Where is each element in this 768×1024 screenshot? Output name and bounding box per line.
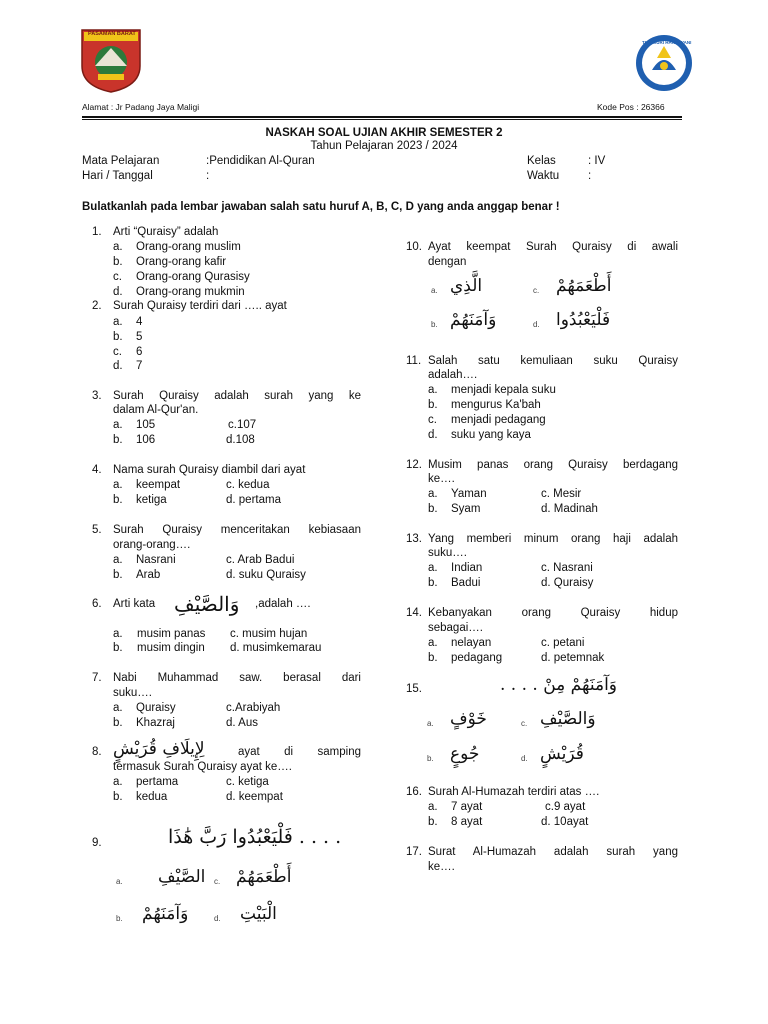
header-divider-top — [82, 116, 682, 118]
q2-option-b: 5 — [136, 331, 143, 343]
q10-option-b-letter: b. — [431, 320, 438, 329]
q10-number: 10. — [406, 241, 422, 253]
q7-text-line1: Nabi Muhammad saw. berasal dari — [113, 672, 361, 684]
q9-option-c-letter: c. — [214, 877, 221, 886]
q10-option-d: فَلْيَعْبُدُوا — [556, 310, 611, 330]
q12-option-d: d. Madinah — [541, 503, 598, 515]
q5-option-c: c. Arab Badui — [226, 554, 295, 566]
q6-option-b: musim dingin — [137, 642, 205, 654]
q10-option-c-letter: c. — [533, 286, 540, 295]
time-label: Waktu — [527, 170, 560, 182]
q16-option-c: c.9 ayat — [545, 801, 586, 813]
q10-option-b: وَآمَنَهُمْ — [450, 310, 497, 330]
q7-option-c: c.Arabiyah — [226, 702, 281, 714]
subject-value: :Pendidikan Al-Quran — [206, 155, 315, 167]
q3-number: 3. — [92, 390, 102, 402]
q11-text-line2: adalah…. — [428, 369, 478, 381]
q2-number: 2. — [92, 300, 102, 312]
q8-option-b: kedua — [136, 791, 168, 803]
q2-option-a-letter: a. — [113, 316, 123, 328]
q16-option-b-letter: b. — [428, 816, 438, 828]
q7-option-d: d. Aus — [226, 717, 258, 729]
q6-option-c: c. musim hujan — [230, 628, 308, 640]
q2-option-a: 4 — [136, 316, 143, 328]
q11-number: 11. — [406, 355, 422, 367]
q9-option-b-letter: b. — [116, 914, 123, 923]
q11-option-b-letter: b. — [428, 399, 438, 411]
q1-option-d: Orang-orang mukmin — [136, 286, 245, 298]
q16-text: Surah Al-Humazah terdiri atas …. — [428, 786, 600, 798]
q7-number: 7. — [92, 672, 102, 684]
q8-number: 8. — [92, 746, 102, 758]
q11-option-b: mengurus Ka'bah — [451, 399, 541, 411]
q3-option-d: d.108 — [226, 434, 255, 446]
q5-number: 5. — [92, 524, 102, 536]
q1-option-c: Orang-orang Qurasisy — [136, 271, 250, 283]
q13-option-a: Indian — [451, 562, 483, 574]
q12-text-line1: Musim panas orang Quraisy berdagang — [428, 459, 678, 471]
q12-text-line2: ke…. — [428, 473, 455, 485]
q9-option-c: أَطْعَمَهُمْ — [236, 867, 292, 887]
pasaman-barat-logo — [78, 26, 144, 94]
q10-option-a: الَّذِي — [450, 276, 483, 296]
q11-option-d-letter: d. — [428, 429, 438, 441]
q15-option-d-letter: d. — [521, 754, 528, 763]
q15-number: 15. — [406, 683, 422, 695]
q3-option-a: 105 — [136, 419, 156, 431]
q3-option-a-letter: a. — [113, 419, 123, 431]
q5-option-b-letter: b. — [113, 569, 123, 581]
q1-number: 1. — [92, 226, 102, 238]
exam-title: NASKAH SOAL UJIAN AKHIR SEMESTER 2 — [265, 127, 503, 139]
q8-option-b-letter: b. — [113, 791, 123, 803]
q15-option-a: خَوْفٍ — [450, 709, 487, 729]
instruction: Bulatkanlah pada lembar jawaban salah satu huruf A, B, C, D yang anda anggap benar ! — [82, 201, 560, 213]
q7-option-a: Quraisy — [136, 702, 176, 714]
q15-arabic-verse: وَآمَنَهُمْ مِنْ . . . . — [500, 675, 617, 695]
q3-option-c: c.107 — [228, 419, 257, 431]
q4-option-c: c. kedua — [226, 479, 270, 491]
q14-text-line2: sebagai…. — [428, 622, 483, 634]
date-value: : — [206, 170, 210, 182]
q5-option-d: d. suku Quraisy — [226, 569, 306, 581]
q1-option-b-letter: b. — [113, 256, 123, 268]
class-label: Kelas — [527, 155, 556, 167]
class-value: : IV — [588, 155, 606, 167]
q2-option-c-letter: c. — [113, 346, 122, 358]
q13-option-a-letter: a. — [428, 562, 438, 574]
q7-option-a-letter: a. — [113, 702, 123, 714]
q16-option-a-letter: a. — [428, 801, 438, 813]
q2-option-b-letter: b. — [113, 331, 123, 343]
q7-text-line2: suku…. — [113, 687, 152, 699]
q13-option-b-letter: b. — [428, 577, 438, 589]
q4-text: Nama surah Quraisy diambil dari ayat — [113, 464, 306, 476]
time-value: : — [588, 170, 592, 182]
q3-option-b-letter: b. — [113, 434, 123, 446]
q12-option-a-letter: a. — [428, 488, 438, 500]
q10-option-a-letter: a. — [431, 286, 438, 295]
q6-text-after: ,adalah …. — [255, 598, 311, 610]
q1-option-a: Orang-orang muslim — [136, 241, 241, 253]
q8-text-line2: termasuk Surah Quraisy ayat ke…. — [113, 761, 292, 773]
q2-text: Surah Quraisy terdiri dari ….. ayat — [113, 300, 287, 312]
q6-option-d: d. musimkemarau — [230, 642, 322, 654]
q1-text: Arti “Quraisy” adalah — [113, 226, 219, 238]
q2-option-d: 7 — [136, 360, 143, 372]
subject-label: Mata Pelajaran — [82, 155, 160, 167]
header-divider-bottom — [82, 119, 682, 120]
logo-left-text: PASAMAN BARAT — [88, 31, 136, 37]
q14-option-c: c. petani — [541, 637, 585, 649]
q5-text-line2: orang-orang…. — [113, 539, 191, 551]
q3-option-b: 106 — [136, 434, 156, 446]
q11-option-c: menjadi pedagang — [451, 414, 546, 426]
q15-option-a-letter: a. — [427, 719, 434, 728]
q16-number: 16. — [406, 786, 422, 798]
q9-option-a: الصَّيْفِ — [158, 867, 206, 887]
q12-option-b: Syam — [451, 503, 481, 515]
q11-option-a: menjadi kepala suku — [451, 384, 556, 396]
q13-text-line1: Yang memberi minum orang haji adalah — [428, 533, 678, 545]
q10-text-line1: Ayat keempat Surah Quraisy di awali — [428, 241, 678, 253]
q5-option-a-letter: a. — [113, 554, 123, 566]
q3-text-line1: Surah Quraisy adalah surah yang ke — [113, 390, 361, 402]
q5-text-line1: Surah Quraisy menceritakan kebiasaan — [113, 524, 361, 536]
q6-option-a: musim panas — [137, 628, 206, 640]
q14-option-b-letter: b. — [428, 652, 438, 664]
q11-text-line1: Salah satu kemuliaan suku Quraisy — [428, 355, 678, 367]
q15-option-c: وَالصَّيْفِ — [540, 709, 596, 729]
q8-option-c: c. ketiga — [226, 776, 269, 788]
q6-option-b-letter: b. — [113, 642, 123, 654]
q15-option-b: جُوعٍ — [450, 744, 480, 764]
q12-option-b-letter: b. — [428, 503, 438, 515]
q14-number: 14. — [406, 607, 422, 619]
q11-option-c-letter: c. — [428, 414, 437, 426]
q8-option-d: d. keempat — [226, 791, 283, 803]
q15-option-c-letter: c. — [521, 719, 528, 728]
q14-option-a-letter: a. — [428, 637, 438, 649]
q7-option-b-letter: b. — [113, 717, 123, 729]
q9-option-b: وَآمَنَهُمْ — [142, 904, 189, 924]
q15-option-b-letter: b. — [427, 754, 434, 763]
q16-option-b: 8 ayat — [451, 816, 483, 828]
date-label: Hari / Tanggal — [82, 170, 153, 182]
q15-option-d: قُرَيْشٍ — [540, 744, 584, 764]
q2-option-d-letter: d. — [113, 360, 123, 372]
q9-option-d-letter: d. — [214, 914, 221, 923]
q9-number: 9. — [92, 837, 102, 849]
q8-option-a: pertama — [136, 776, 179, 788]
q17-text-line1: Surat Al-Humazah adalah surah yang — [428, 846, 678, 858]
q9-arabic-verse: . . . . فَلْيَعْبُدُوا رَبَّ هَٰذَا — [168, 826, 342, 848]
q4-option-d: d. pertama — [226, 494, 281, 506]
q4-option-b: ketiga — [136, 494, 167, 506]
q14-option-d: d. petemnak — [541, 652, 605, 664]
q10-text-line2: dengan — [428, 256, 467, 268]
q4-option-a-letter: a. — [113, 479, 123, 491]
q10-option-d-letter: d. — [533, 320, 540, 329]
q17-text-line2: ke…. — [428, 861, 455, 873]
q16-option-d: d. 10ayat — [541, 816, 589, 828]
q6-arabic-word: وَالصَّيْفِ — [174, 592, 240, 616]
q3-text-line2: dalam Al-Qur'an. — [113, 404, 199, 416]
q8-option-a-letter: a. — [113, 776, 123, 788]
q13-text-line2: suku…. — [428, 547, 467, 559]
q9-option-a-letter: a. — [116, 877, 123, 886]
address: Alamat : Jr Padang Jaya Maligi — [82, 102, 200, 112]
q17-number: 17. — [406, 846, 422, 858]
q1-option-a-letter: a. — [113, 241, 123, 253]
q1-option-b: Orang-orang kafir — [136, 256, 227, 268]
q4-number: 4. — [92, 464, 102, 476]
q11-option-a-letter: a. — [428, 384, 438, 396]
q8-text-line1: ayat di samping — [238, 746, 361, 758]
q5-option-b: Arab — [136, 569, 161, 581]
logo-right-text: TUT WURI HANDAYANI — [642, 40, 692, 45]
q6-option-a-letter: a. — [113, 628, 123, 640]
q12-option-a: Yaman — [451, 488, 487, 500]
q9-option-d: الْبَيْتِ — [240, 904, 277, 924]
academic-year: Tahun Pelajaran 2023 / 2024 — [310, 140, 458, 152]
q10-option-c: أَطْعَمَهُمْ — [556, 276, 612, 296]
q16-option-a: 7 ayat — [451, 801, 483, 813]
q5-option-a: Nasrani — [136, 554, 176, 566]
q14-option-b: pedagang — [451, 652, 503, 664]
q6-text: Arti kata — [113, 598, 156, 610]
q1-option-d-letter: d. — [113, 286, 123, 298]
q2-option-c: 6 — [136, 346, 143, 358]
q14-option-a: nelayan — [451, 637, 492, 649]
q6-number: 6. — [92, 598, 102, 610]
q8-arabic-verse: لِإِيلَافِ قُرَيْشٍ — [113, 739, 205, 759]
postal-code: Kode Pos : 26366 — [597, 102, 665, 112]
q1-option-c-letter: c. — [113, 271, 122, 283]
tut-wuri-handayani-logo — [627, 32, 701, 94]
q4-option-a: keempat — [136, 479, 181, 491]
q4-option-b-letter: b. — [113, 494, 123, 506]
q13-option-d: d. Quraisy — [541, 577, 594, 589]
q12-number: 12. — [406, 459, 422, 471]
q13-number: 13. — [406, 533, 422, 545]
q11-option-d: suku yang kaya — [451, 429, 531, 441]
q13-option-c: c. Nasrani — [541, 562, 593, 574]
q13-option-b: Badui — [451, 577, 481, 589]
q7-option-b: Khazraj — [136, 717, 175, 729]
q12-option-c: c. Mesir — [541, 488, 582, 500]
q14-text-line1: Kebanyakan orang Quraisy hidup — [428, 607, 678, 619]
